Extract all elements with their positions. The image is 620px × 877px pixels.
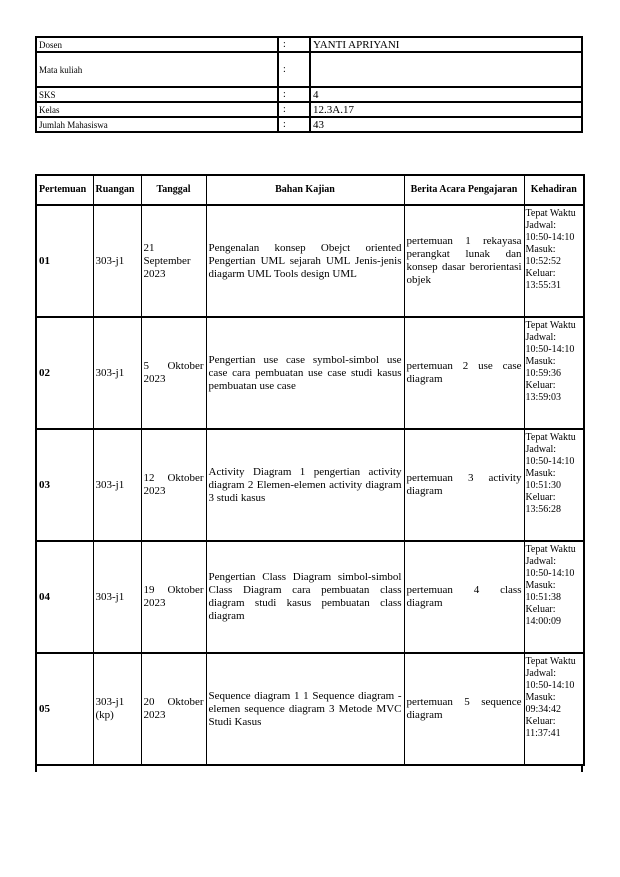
info-row-kelas: [36, 102, 582, 117]
cell-bahan: Sequence diagram 1 1 Sequence diagram -elemen sequence diagram 3 Metode MVC Studi Kasus: [206, 653, 404, 765]
cell-tanggal: 20 Oktober 2023: [141, 653, 206, 765]
matkul-label: Mata kuliah: [36, 52, 278, 87]
cell-tanggal: 5 Oktober 2023: [141, 317, 206, 429]
cell-pertemuan: 02: [36, 317, 93, 429]
cell-ruangan: 303-j1: [93, 541, 141, 653]
table-row: [36, 541, 584, 653]
header-kehadiran: Kehadiran: [524, 175, 584, 205]
cell-ruangan: 303-j1: [93, 317, 141, 429]
table-row: [36, 205, 584, 317]
info-row-sks: [36, 87, 582, 102]
colon: :: [278, 117, 310, 132]
sks-value: 4: [310, 87, 582, 102]
cell-berita: pertemuan 2 use case diagram: [404, 317, 524, 429]
colon: :: [278, 37, 310, 52]
table-row: [36, 429, 584, 541]
matkul-value: [310, 52, 582, 87]
header-pertemuan: Pertemuan: [36, 175, 93, 205]
cell-ruangan: 303-j1: [93, 429, 141, 541]
attendance-table: [35, 174, 585, 766]
info-row-dosen: [36, 37, 582, 52]
table-continuation: [35, 766, 583, 772]
dosen-value: YANTI APRIYANI: [310, 37, 582, 52]
jumlah-value: 43: [310, 117, 582, 132]
cell-kehadiran: Tepat Waktu Jadwal: 10:50-14:10 Masuk: 09:34:42 Keluar: 11:37:41: [524, 653, 584, 765]
cell-berita: pertemuan 5 sequence diagram: [404, 653, 524, 765]
table-header-row: [36, 175, 584, 205]
cell-tanggal: 12 Oktober 2023: [141, 429, 206, 541]
cell-berita: pertemuan 1 rekayasa perangkat lunak dan konsep dasar berorientasi objek: [404, 205, 524, 317]
info-row-jumlah: [36, 117, 582, 132]
jumlah-label: Jumlah Mahasiswa: [36, 117, 278, 132]
cell-bahan: Pengenalan konsep Obejct oriented Pengertian UML sejarah UML Jenis-jenis diagarm UML Tools design UML: [206, 205, 404, 317]
cell-tanggal: 19 Oktober 2023: [141, 541, 206, 653]
colon: :: [278, 52, 310, 87]
cell-kehadiran: Tepat Waktu Jadwal: 10:50-14:10 Masuk: 10:51:38 Keluar: 14:00:09: [524, 541, 584, 653]
cell-bahan: Pengertian use case symbol-simbol use case cara pembuatan use case studi kasus pembuatan use case: [206, 317, 404, 429]
cell-kehadiran: Tepat Waktu Jadwal: 10:50-14:10 Masuk: 10:59:36 Keluar: 13:59:03: [524, 317, 584, 429]
cell-pertemuan: 01: [36, 205, 93, 317]
cell-kehadiran: Tepat Waktu Jadwal: 10:50-14:10 Masuk: 10:52:52 Keluar: 13:55:31: [524, 205, 584, 317]
header-bahan: Bahan Kajian: [206, 175, 404, 205]
info-row-matkul: [36, 52, 582, 87]
cell-pertemuan: 05: [36, 653, 93, 765]
cell-tanggal: 21 September 2023: [141, 205, 206, 317]
header-ruangan: Ruangan: [93, 175, 141, 205]
course-info-table: [35, 36, 583, 133]
kelas-label: Kelas: [36, 102, 278, 117]
cell-kehadiran: Tepat Waktu Jadwal: 10:50-14:10 Masuk: 10:51:30 Keluar: 13:56:28: [524, 429, 584, 541]
cell-berita: pertemuan 3 activity diagram: [404, 429, 524, 541]
colon: :: [278, 102, 310, 117]
table-row: [36, 653, 584, 765]
cell-bahan: Activity Diagram 1 pengertian activity diagram 2 Elemen-elemen activity diagram 3 studi kasus: [206, 429, 404, 541]
table-row: [36, 317, 584, 429]
cell-pertemuan: 03: [36, 429, 93, 541]
cell-pertemuan: 04: [36, 541, 93, 653]
cell-ruangan: 303-j1: [93, 205, 141, 317]
cell-ruangan: 303-j1 (kp): [93, 653, 141, 765]
dosen-label: Dosen: [36, 37, 278, 52]
colon: :: [278, 87, 310, 102]
sks-label: SKS: [36, 87, 278, 102]
cell-berita: pertemuan 4 class diagram: [404, 541, 524, 653]
header-tanggal: Tanggal: [141, 175, 206, 205]
cell-bahan: Pengertian Class Diagram simbol-simbol Class Diagram cara pembuatan class diagram studi kasus pembuatan class diagram: [206, 541, 404, 653]
header-berita: Berita Acara Pengajaran: [404, 175, 524, 205]
kelas-value: 12.3A.17: [310, 102, 582, 117]
